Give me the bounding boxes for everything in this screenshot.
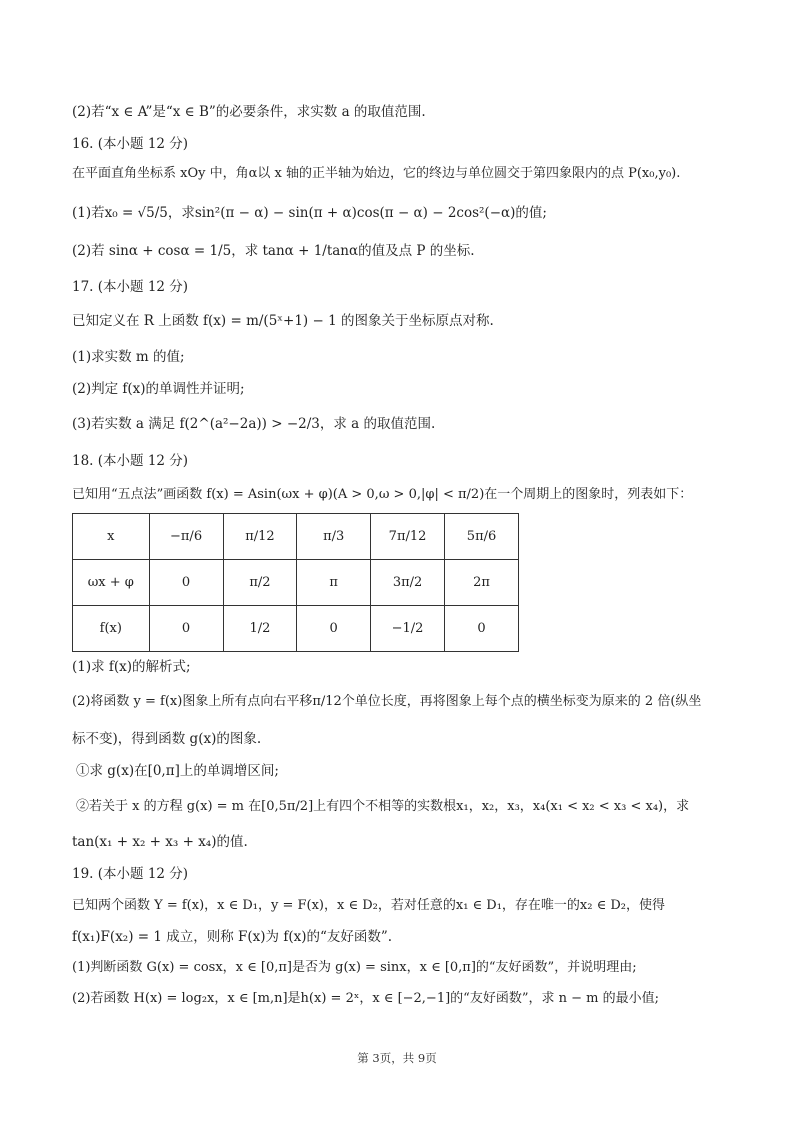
q18-part2-cont: 标不变)，得到函数 g(x)的图象. bbox=[72, 731, 262, 747]
q19-stem-cont: f(x₁)F(x₂) = 1 成立，则称 F(x)为 f(x)的“友好函数”. bbox=[72, 929, 393, 945]
q16-stem: 在平面直角坐标系 xOy 中，角α以 x 轴的正半轴为始边，它的终边与单位圆交于第四象限内的点 P(x₀,y₀). bbox=[72, 166, 681, 181]
table-cell: 5π/6 bbox=[445, 514, 519, 560]
q18-part1: (1)求 f(x)的解析式; bbox=[72, 659, 191, 675]
table-cell: 7π/12 bbox=[371, 514, 445, 560]
table-cell: π bbox=[297, 560, 371, 606]
table-cell: 0 bbox=[149, 606, 223, 652]
table-cell: 3π/2 bbox=[371, 560, 445, 606]
page-footer: 第 3页，共 9页 bbox=[357, 1051, 437, 1065]
table-cell: 2π bbox=[445, 560, 519, 606]
q18-stem: 已知用“五点法”画函数 f(x) = Asin(ωx + φ)(A > 0,ω > 0,|φ| < π/2)在一个周期上的图象时，列表如下： bbox=[72, 487, 693, 502]
table-row-header: x bbox=[73, 514, 150, 560]
table-cell: 0 bbox=[445, 606, 519, 652]
q19-part2: (2)若函数 H(x) = log₂x，x ∈ [m,n]是h(x) = 2ˣ，x ∈ [−2,−1]的“友好函数”，求 n − m 的最小值; bbox=[72, 991, 659, 1006]
table-cell: π/2 bbox=[223, 560, 297, 606]
q16-heading: 16. (本小题 12 分) bbox=[72, 136, 189, 152]
q18-part2: (2)将函数 y = f(x)图象上所有点向右平移π/12个单位长度，再将图象上每个点的横坐标变为原来的 2 倍(纵坐 bbox=[72, 694, 702, 709]
q17-part2: (2)判定 f(x)的单调性并证明; bbox=[72, 381, 245, 397]
q16-part1: (1)若x₀ = √5/5，求sin²(π − α) − sin(π + α)cos(π − α) − 2cos²(−α)的值; bbox=[72, 205, 547, 221]
five-point-table bbox=[72, 513, 519, 652]
table-cell: −1/2 bbox=[371, 606, 445, 652]
table-row-header: f(x) bbox=[73, 606, 150, 652]
q19-heading: 19. (本小题 12 分) bbox=[72, 866, 189, 882]
table-row bbox=[73, 606, 519, 652]
q17-part3: (3)若实数 a 满足 f(2^(a²−2a)) > −2/3，求 a 的取值范围. bbox=[72, 416, 436, 432]
q18-heading: 18. (本小题 12 分) bbox=[72, 453, 189, 469]
table-cell: 1/2 bbox=[223, 606, 297, 652]
table-cell: 0 bbox=[297, 606, 371, 652]
q17-part1: (1)求实数 m 的值; bbox=[72, 349, 185, 365]
q17-stem: 已知定义在 R 上函数 f(x) = m/(5ˣ+1) − 1 的图象关于坐标原点对称. bbox=[72, 313, 494, 329]
table-cell: −π/6 bbox=[149, 514, 223, 560]
q17-heading: 17. (本小题 12 分) bbox=[72, 279, 189, 295]
table-cell: π/12 bbox=[223, 514, 297, 560]
q19-part1: (1)判断函数 G(x) = cosx，x ∈ [0,π]是否为 g(x) = sinx，x ∈ [0,π]的“友好函数”，并说明理由; bbox=[72, 960, 637, 975]
q16-part2: (2)若 sinα + cosα = 1/5，求 tanα + 1/tanα的值及点 P 的坐标. bbox=[72, 243, 475, 259]
q18-sub2-cont: tan(x₁ + x₂ + x₃ + x₄)的值. bbox=[72, 834, 248, 850]
table-cell: 0 bbox=[149, 560, 223, 606]
table-row bbox=[73, 514, 519, 560]
q18-sub1: ①求 g(x)在[0,π]上的单调增区间; bbox=[76, 763, 279, 779]
table-row-header: ωx + φ bbox=[73, 560, 150, 606]
table-row bbox=[73, 560, 519, 606]
q15-part2: (2)若“x ∈ A”是“x ∈ B”的必要条件，求实数 a 的取值范围. bbox=[72, 104, 426, 120]
q19-stem: 已知两个函数 Y = f(x)，x ∈ D₁，y = F(x)，x ∈ D₂，若对任意的x₁ ∈ D₁，存在唯一的x₂ ∈ D₂，使得 bbox=[72, 898, 665, 913]
q18-sub2: ②若关于 x 的方程 g(x) = m 在[0,5π/2]上有四个不相等的实数根x₁，x₂，x₃，x₄(x₁ < x₂ < x₃ < x₄)，求 bbox=[76, 799, 690, 814]
table-cell: π/3 bbox=[297, 514, 371, 560]
